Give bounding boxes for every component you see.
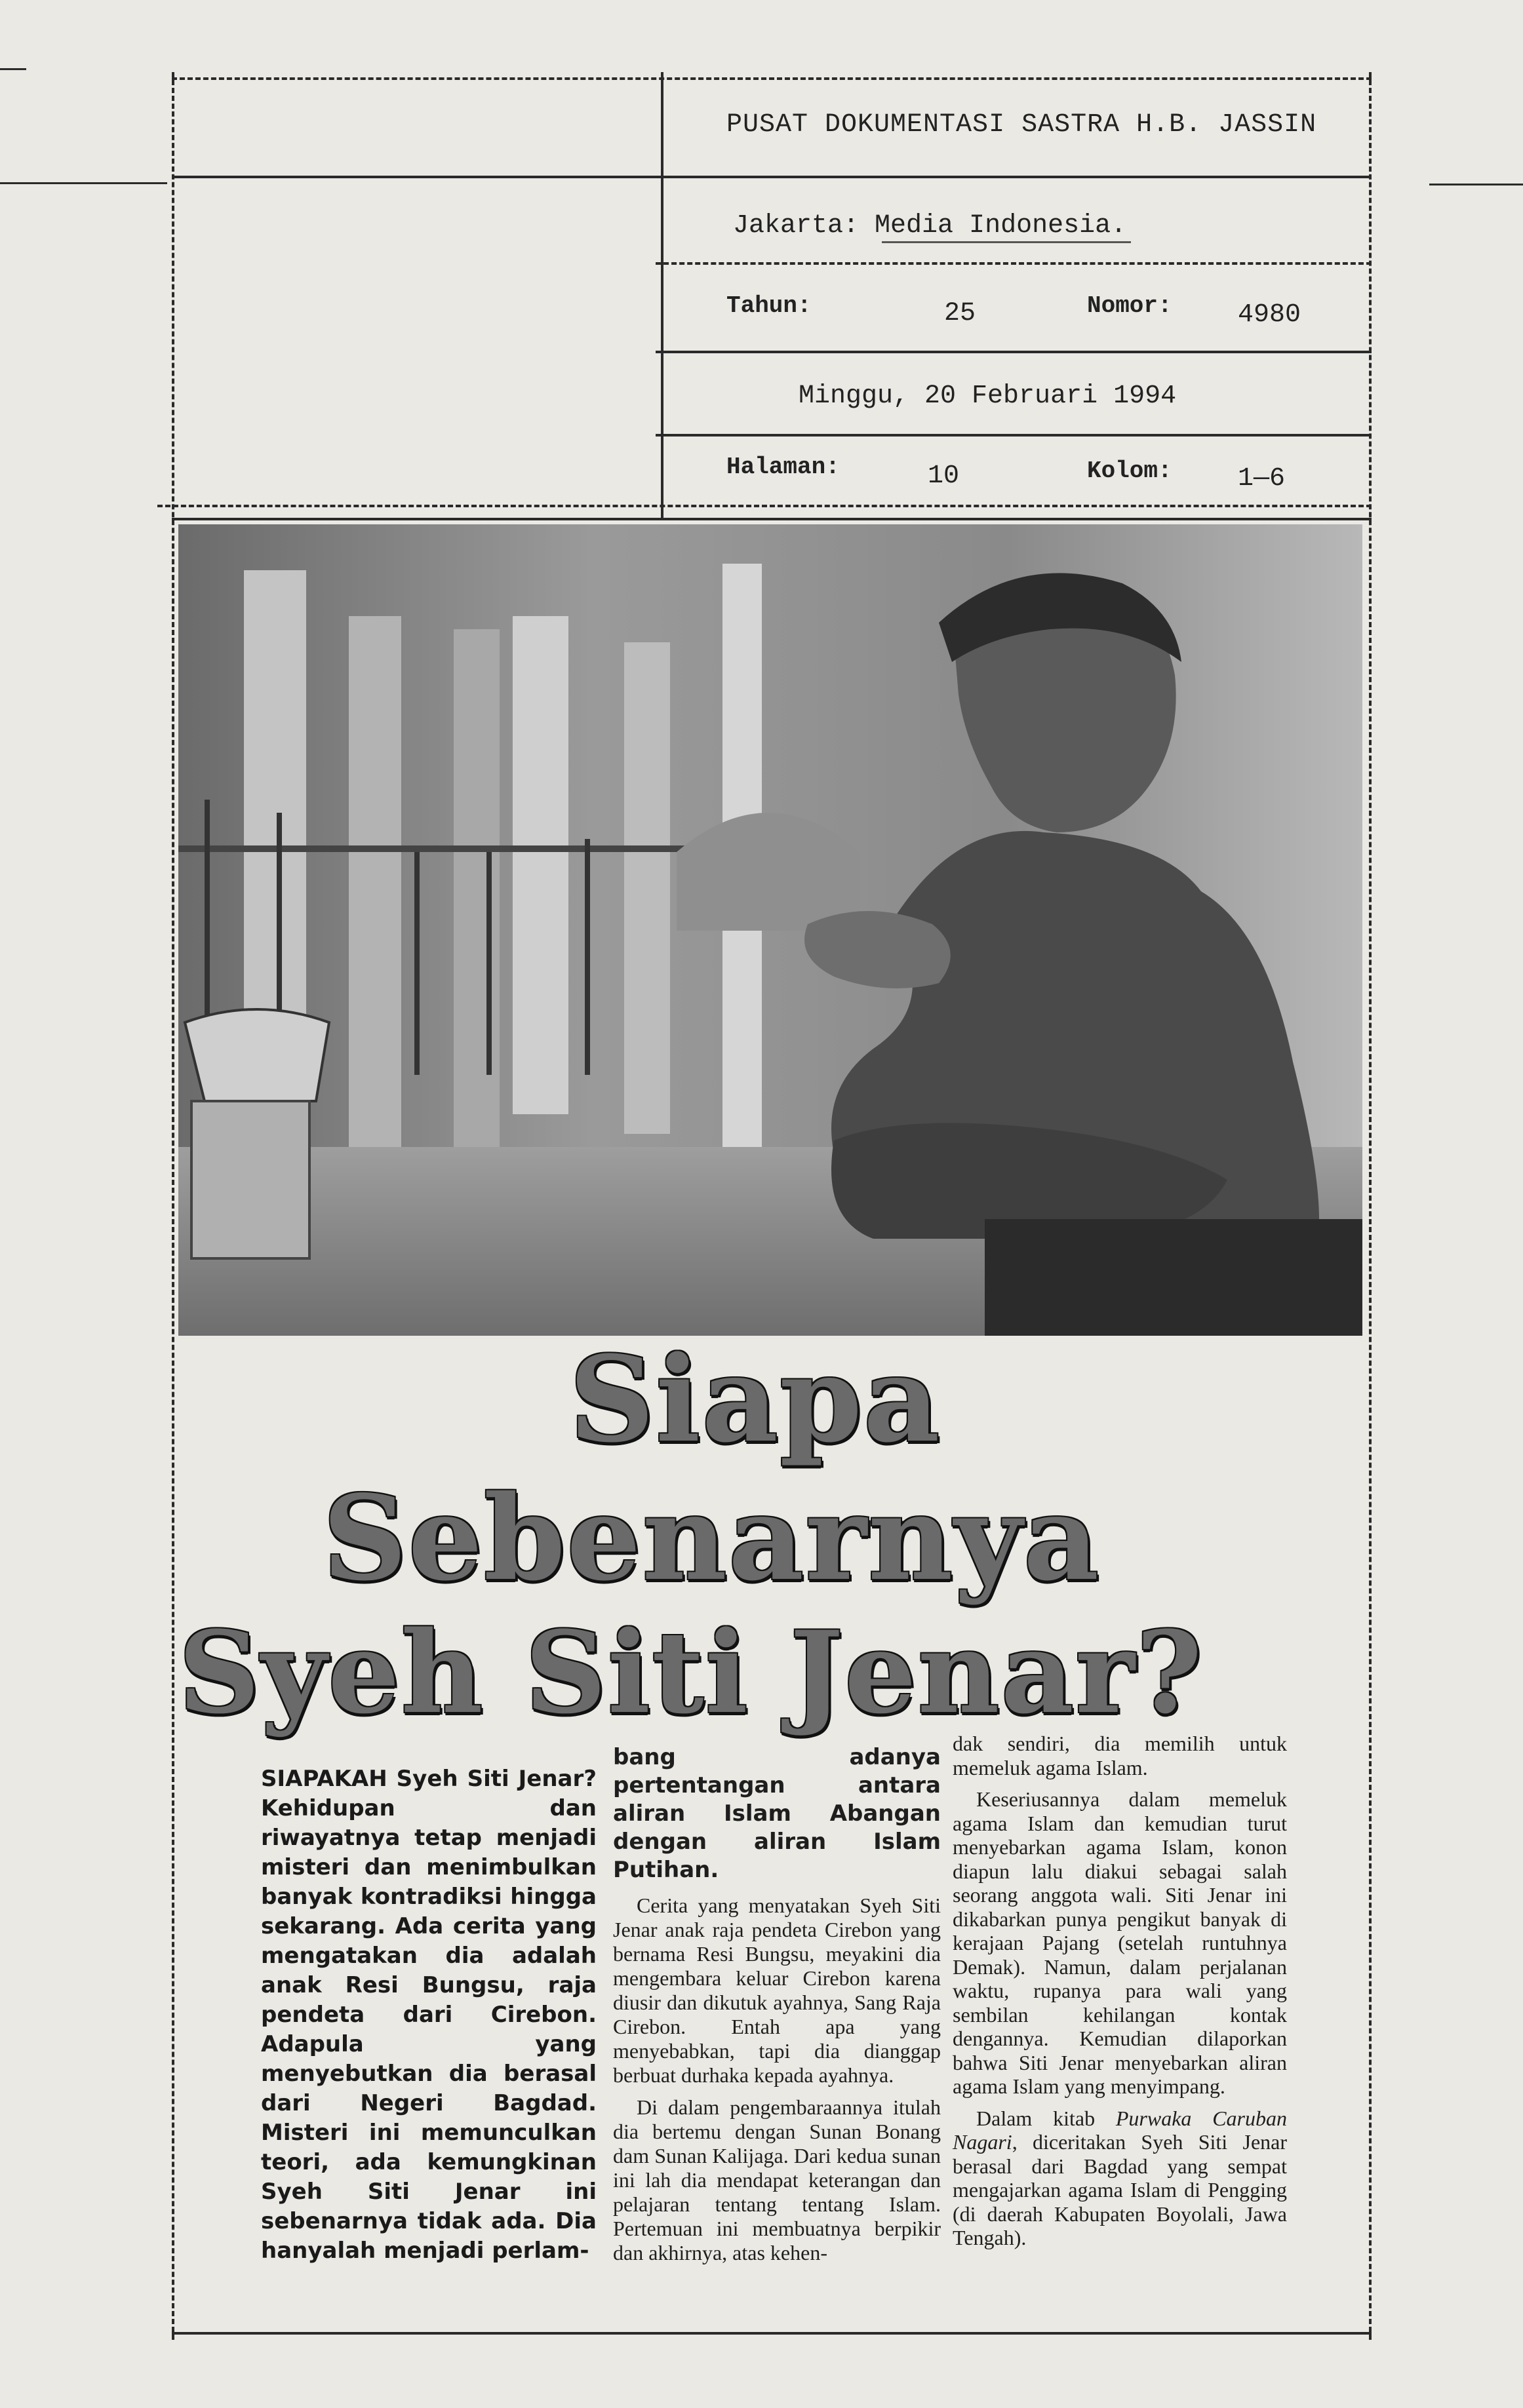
kolom-label: Kolom: <box>1087 457 1172 484</box>
pillar <box>624 642 670 1134</box>
source-line: Jakarta: Media Indonesia. <box>733 211 1127 241</box>
body-paragraph: dak sendiri, dia memilih untuk memeluk agama Islam. <box>953 1732 1287 1779</box>
text-span: , diceritakan Syeh Siti Jenar berasal dari Bagdad yang sempat mengajarkan agama Islam di Pengging (di daerah Kabupaten Boyolali, Jawa Tengah). <box>953 2130 1287 2249</box>
headline-line-2: Sebenarnya <box>323 1469 1101 1606</box>
tahun-value: 25 <box>944 299 976 328</box>
kolom-value: 1—6 <box>1238 464 1286 494</box>
margin-mark-left <box>0 68 26 70</box>
frame-mid <box>661 72 663 518</box>
offering-bowl <box>185 1009 329 1101</box>
headline-line-3: Syeh Siti Jenar? <box>178 1606 1204 1739</box>
body-paragraph: Keseriusannya dalam memeluk agama Islam dan kemudian turut menyebarkan agama Islam, konon diapun lalu diakui sebagai salah seorang anggota wali. Siti Jenar ini dikabarkan punya pengikut banyak di kerajaan Pajang (setelah runtuhnya Demak). Namun, dalam perjalanan waktu, rupanya para wali yang sembilan kehilangan kontak dengannya. Kemudian dilaporkan bahwa Siti Jenar menyebarkan aliran agama Islam yang menyimpang. <box>953 1787 1287 2098</box>
body-paragraph <box>953 2107 1287 2250</box>
margin-mark-left-2 <box>0 182 167 184</box>
nomor-value: 4980 <box>1238 300 1301 330</box>
header-rule-5 <box>157 505 1372 507</box>
article-column-3 <box>953 1732 1287 2250</box>
headline-line-1: Siapa <box>569 1330 941 1469</box>
lead-paragraph: SIAPAKAH Syeh Siti Jenar? Kehidupan dan riwayatnya tetap menjadi misteri dan menimbulkan banyak kontradiksi hingga sekarang. Ada cerita yang mengatakan dia adalah anak Resi Bungsu, raja pendeta dari Cirebon. Adapula yang menyebutkan dia berasal dari Negeri Bagdad. Misteri ini memunculkan teori, ada kemungkinan Syeh Siti Jenar ini sebenarnya tidak ada. Dia hanyalah menjadi perlam- <box>261 1766 597 2264</box>
issue-date: Minggu, 20 Februari 1994 <box>799 381 1177 411</box>
institution-title: PUSAT DOKUMENTASI SASTRA H.B. JASSIN <box>726 110 1317 140</box>
pillar <box>454 629 500 1154</box>
offering-stand <box>191 1101 309 1258</box>
header-rule-4 <box>656 434 1372 437</box>
source-underline <box>882 241 1131 243</box>
body-paragraph: Di dalam pengembaraannya itulah dia bertemu dengan Sunan Bonang dam Sunan Kalijaga. Dari kedua sunan ini lah dia mendapat keterangan dan pelajaran tentang tentang Islam. Pertemuan ini membuatnya berpikir dan akhirnya, atas kehen- <box>613 2095 941 2264</box>
text-span: Dalam kitab <box>976 2106 1116 2130</box>
article-column-2 <box>613 1743 941 2265</box>
article-column-1 <box>261 1764 597 2266</box>
pillar <box>513 616 568 1114</box>
bottom-rule <box>172 2332 1372 2335</box>
tahun-label: Tahun: <box>726 292 812 319</box>
top-rule <box>172 77 1372 80</box>
nomor-label: Nomor: <box>1087 292 1172 319</box>
body-paragraph: Cerita yang menyatakan Syeh Siti Jenar anak raja pendeta Cirebon yang bernama Resi Bungsu, meyakini dia mengembara keluar Cirebon karena diusir dan dikutuk ayahnya, Sang Raja Cirebon. Entah apa yang menyebabkan, tapi dia dianggap berbuat durhaka kepada ayahnya. <box>613 1893 941 2087</box>
article-photo <box>178 524 1362 1336</box>
halaman-value: 10 <box>928 461 960 491</box>
frame-right <box>1369 72 1372 2340</box>
header-rule-6 <box>172 518 1372 520</box>
header-rule-1 <box>172 176 1372 178</box>
statue-plinth <box>985 1219 1362 1336</box>
margin-mark-right <box>1429 184 1523 185</box>
book-title: Purwaka Caruban Nagari <box>953 2106 1288 2154</box>
halaman-label: Halaman: <box>726 454 840 480</box>
header-rule-3 <box>656 351 1372 353</box>
lead-continuation: bang adanya pertentangan antara aliran Islam Abangan dengan aliran Islam Putihan. <box>613 1744 941 1883</box>
header-rule-2 <box>656 262 1372 265</box>
frame-left <box>172 72 174 2340</box>
pillar <box>349 616 401 1154</box>
